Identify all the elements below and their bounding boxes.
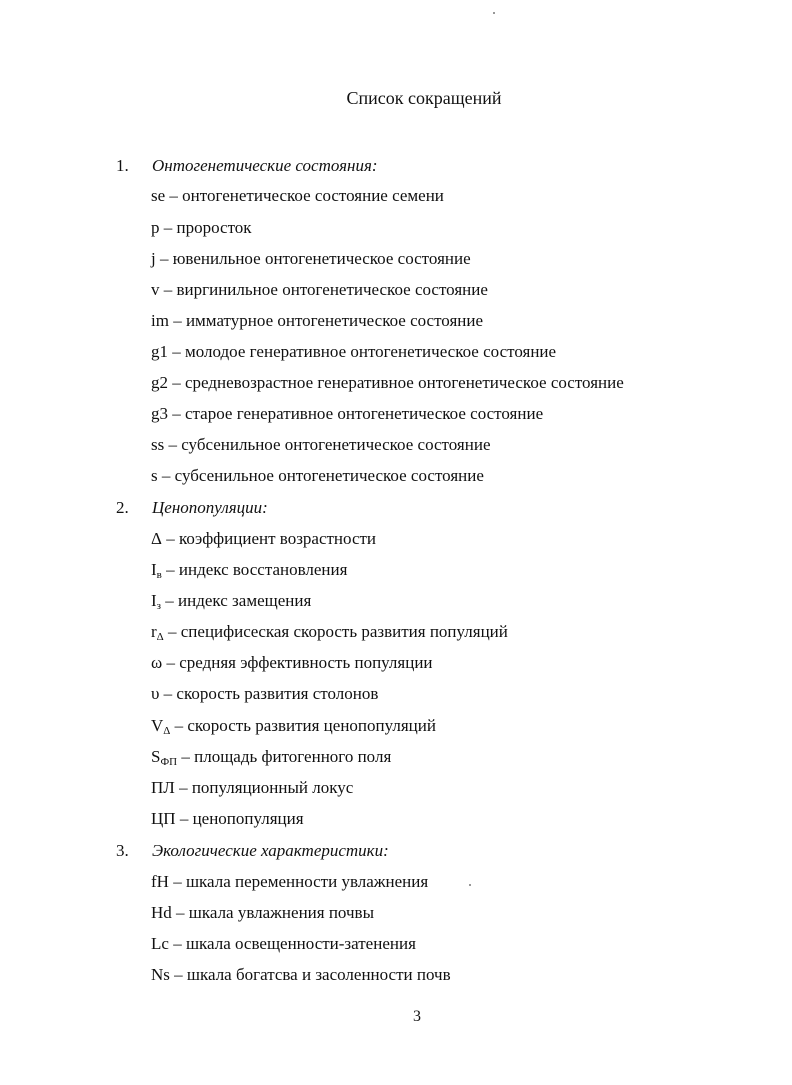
definition: – индекс замещения (161, 591, 312, 610)
list-item (151, 684, 378, 704)
definition: – площадь фитогенного поля (177, 747, 392, 766)
list-item (151, 186, 444, 206)
definition: – шкала богатсва и засоленности почв (169, 965, 451, 984)
list-item (151, 622, 508, 642)
definition: – индекс восстановления (161, 560, 348, 579)
list-item (151, 435, 491, 455)
section-number: 3. (116, 841, 129, 860)
list-item (151, 965, 451, 985)
list-item (151, 872, 428, 892)
list-item (151, 560, 347, 580)
list-item (151, 311, 483, 331)
list-item (151, 809, 304, 829)
abbreviation: ПЛ (151, 778, 175, 797)
abbreviation: υ (151, 684, 160, 703)
abbreviation: ЦП (151, 809, 176, 828)
list-item (151, 404, 543, 424)
definition: – популяционный локус (174, 778, 354, 797)
definition: – имматурное онтогенетическое состояние (168, 311, 484, 330)
abbreviation: Ns (151, 965, 170, 984)
list-item (151, 218, 252, 238)
definition: – коэффициент возрастности (161, 529, 377, 548)
abbreviation-subscript: з (156, 600, 162, 612)
definition: – молодое генеративное онтогенетическое состояние (168, 342, 557, 361)
definition: – средняя эффективность популяции (162, 653, 433, 672)
definition: – субсенильное онтогенетическое состояние (164, 435, 491, 454)
abbreviation: Hd (151, 903, 172, 922)
list-item (151, 280, 488, 300)
definition: – шкала освещенности-затенения (168, 934, 416, 953)
abbreviation: S (151, 747, 161, 766)
list-item (151, 653, 433, 673)
abbreviation-subscript: Δ (156, 631, 164, 643)
definition: – онтогенетическое состояние семени (165, 186, 444, 205)
section-number: 1. (116, 156, 129, 175)
definition: – скорость развития столонов (159, 684, 379, 703)
definition: – ювенильное онтогенетическое состояние (155, 249, 471, 268)
abbreviation: g3 (151, 404, 168, 423)
abbreviation: g1 (151, 342, 168, 361)
definition: – ценопопуляция (175, 809, 304, 828)
definition: – старое генеративное онтогенетическое состояние (168, 404, 544, 423)
definition: – проросток (159, 218, 252, 237)
abbreviation: r (151, 622, 157, 641)
list-item (151, 373, 624, 393)
abbreviation: g2 (151, 373, 168, 392)
abbreviation: I (151, 591, 157, 610)
section-title: Экологические характеристики: (152, 841, 389, 860)
abbreviation: ss (151, 435, 165, 454)
scan-speck (469, 884, 471, 886)
list-item (151, 529, 376, 549)
page-title: Список сокращений (346, 88, 502, 108)
definition: – субсенильное онтогенетическое состояние (157, 466, 484, 485)
abbreviation: se (151, 186, 166, 205)
list-item (151, 591, 311, 611)
section-title: Ценопопуляции: (152, 498, 268, 517)
definition: – специфиceская скорость развития популяций (163, 622, 508, 641)
page-number: 3 (413, 1008, 421, 1025)
abbreviation: I (151, 560, 157, 579)
abbreviation: p (151, 218, 160, 237)
definition: – шкала переменности увлажнения (168, 872, 429, 891)
definition: – средневозрастное генеративное онтогенетическое состояние (168, 373, 624, 392)
list-item (151, 747, 391, 767)
scan-speck (493, 12, 495, 14)
list-item (151, 716, 436, 736)
abbreviation: Δ (151, 529, 162, 548)
abbreviation: v (151, 280, 160, 299)
abbreviation: s (151, 466, 158, 485)
list-item (151, 934, 416, 954)
abbreviation-subscript: Δ (163, 725, 171, 737)
abbreviation: V (151, 716, 164, 735)
abbreviation: fH (151, 872, 169, 891)
list-item (151, 778, 353, 798)
definition: – шкала увлажнения почвы (171, 903, 374, 922)
abbreviation: im (151, 311, 169, 330)
list-item (151, 903, 374, 923)
list-item (151, 249, 471, 269)
abbreviation: Lc (151, 934, 169, 953)
definition: – виргинильное онтогенетическое состояние (159, 280, 488, 299)
abbreviation: ω (151, 653, 163, 672)
list-item (151, 342, 556, 362)
abbreviation-subscript: в (156, 569, 162, 581)
definition: – скорость развития ценопопуляций (170, 716, 436, 735)
section-number: 2. (116, 498, 129, 517)
list-item (151, 466, 484, 486)
section-title: Онтогенетические состояния: (152, 156, 378, 175)
abbreviation: j (151, 249, 156, 268)
abbreviation-subscript: ФП (160, 756, 178, 768)
